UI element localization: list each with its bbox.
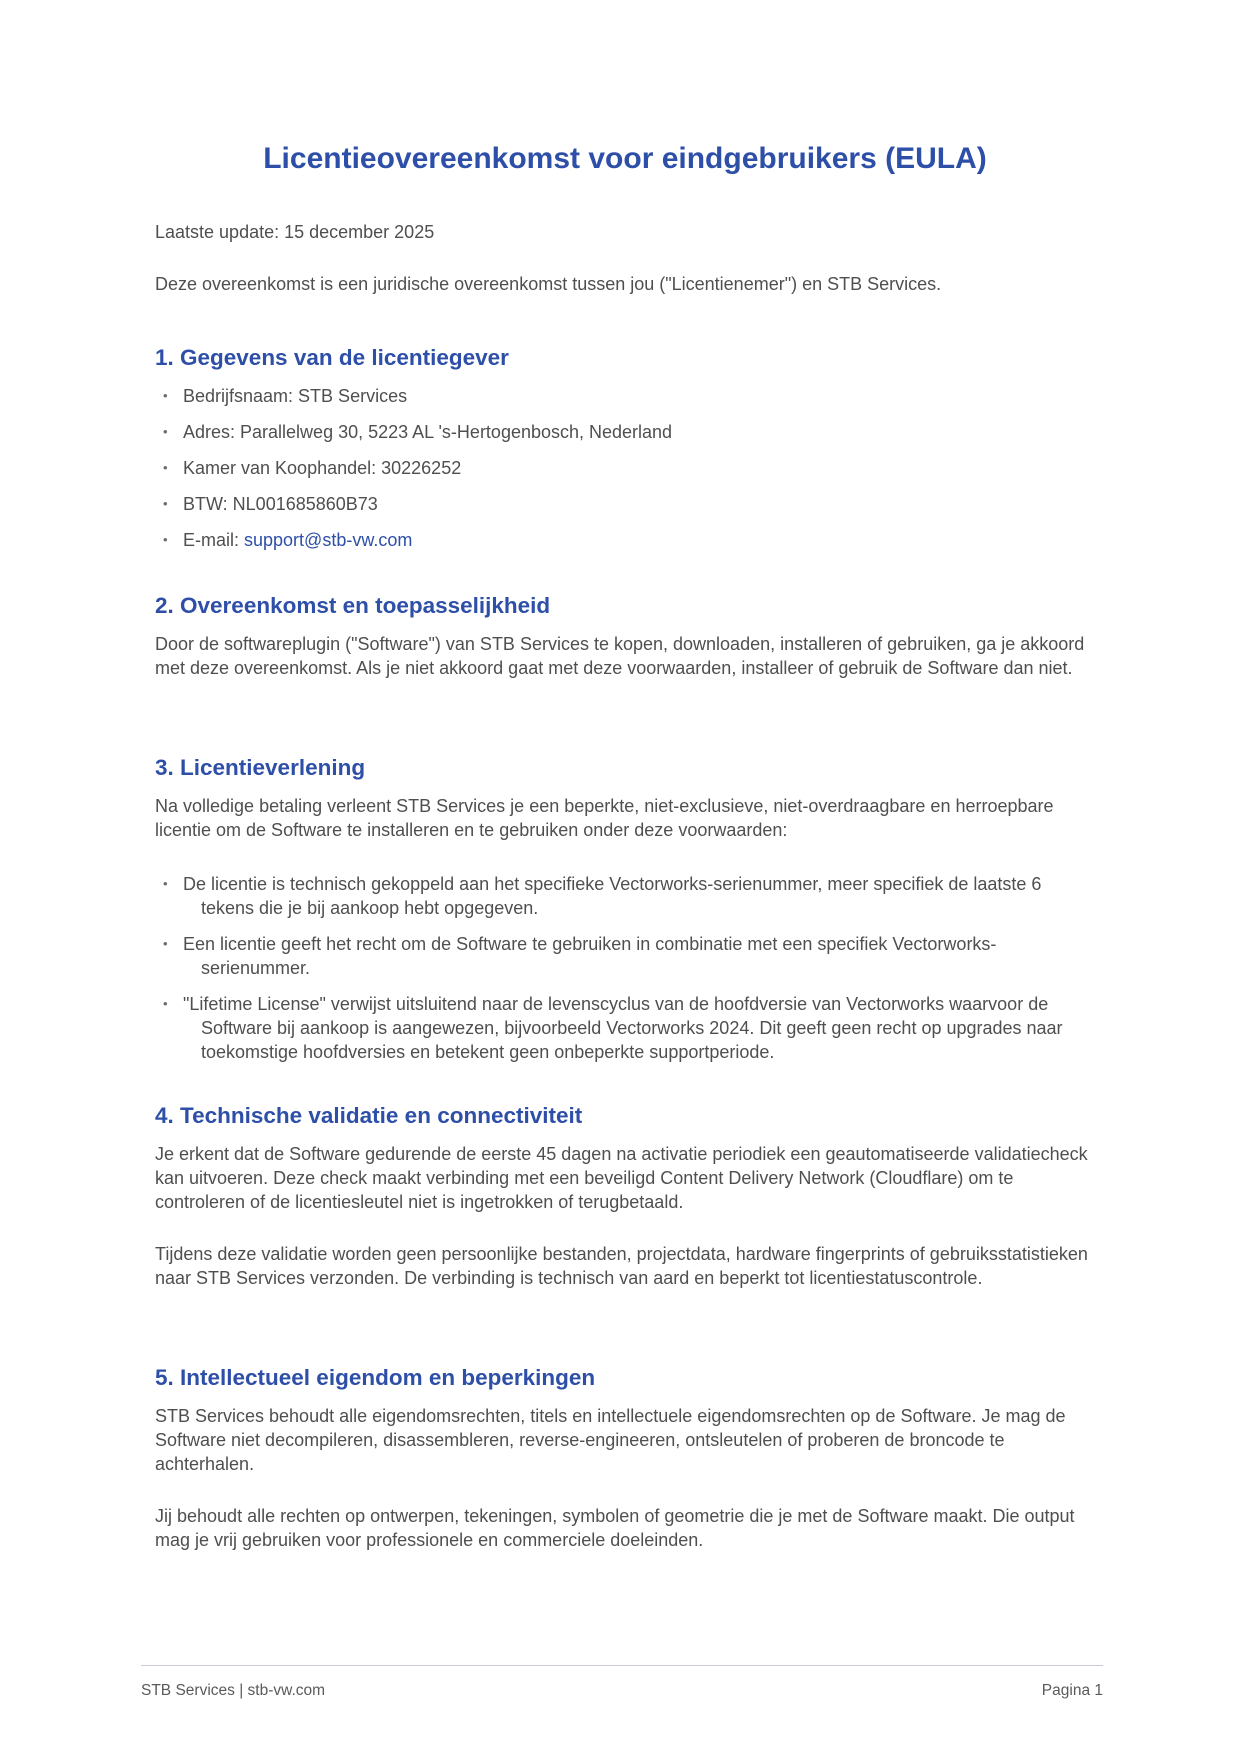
list-item — [155, 492, 1095, 516]
section-4-body-1: Je erkent dat de Software gedurende de eerste 45 dagen na activatie periodiek een geautomatiseerde validatiecheck kan uitvoeren. Deze check maakt verbinding met een beveiligd Content Delivery Network (Cloudflare) om te controleren of de licentiesleutel niet is ingetrokken of terugbetaald. — [155, 1144, 1088, 1212]
list-item-text: Adres: Parallelweg 30, 5223 AL 's-Hertogenbosch, Nederland — [183, 422, 673, 442]
section-5-body-2: Jij behoudt alle rechten op ontwerpen, tekeningen, symbolen of geometrie die je met de Software maakt. Die output mag je vrij gebruiken voor professionele en commerciele doeleinden. — [155, 1506, 1075, 1550]
section-5-heading: 5. Intellectueel eigendom en beperkingen — [155, 1365, 596, 1390]
list-item-text: De licentie is technisch gekoppeld aan het specifieke Vectorworks-serienummer, meer specifiek de laatste 6 tekens die je bij aankoop hebt opgegeven. — [183, 874, 1042, 918]
list-item-text: Kamer van Koophandel: 30226252 — [183, 458, 462, 478]
licensor-details-list — [155, 384, 1095, 564]
bullet-icon: • — [163, 424, 168, 439]
list-item — [155, 992, 1095, 1064]
list-item — [155, 456, 1095, 480]
section-2-heading: 2. Overeenkomst en toepasselijkheid — [155, 593, 551, 618]
bullet-icon: • — [163, 496, 168, 511]
list-item-text: Bedrijfsnaam: STB Services — [183, 386, 408, 406]
list-item — [155, 872, 1095, 920]
bullet-icon: • — [163, 876, 168, 891]
list-item — [155, 528, 1095, 552]
section-3-heading: 3. Licentieverlening — [155, 755, 366, 780]
bullet-icon: • — [163, 388, 168, 403]
list-item — [155, 384, 1095, 408]
footer-divider — [141, 1665, 1103, 1666]
list-item-text: BTW: NL001685860B73 — [183, 494, 378, 514]
list-item — [155, 420, 1095, 444]
bullet-icon: • — [163, 532, 168, 547]
section-1-heading: 1. Gegevens van de licentiegever — [155, 345, 509, 370]
section-3-body: Na volledige betaling verleent STB Services je een beperkte, niet-exclusieve, niet-overdraagbare en herroepbare licentie om de Software te installeren en te gebruiken onder deze voorwaarden: — [155, 796, 1054, 840]
list-item — [155, 932, 1095, 980]
list-item-text: "Lifetime License" verwijst uitsluitend naar de levenscyclus van de hoofdversie van Vectorworks waarvoor de Software bij aankoop is aangewezen, bijvoorbeeld Vectorworks 2024. Dit geeft geen recht op upgrades naar toekomstige hoofdversies en betekent geen onbeperkte supportperiode. — [183, 994, 1063, 1062]
intro-paragraph: Deze overeenkomst is een juridische overeenkomst tussen jou ("Licentienemer") en STB Services. — [155, 274, 942, 294]
section-4-body-2: Tijdens deze validatie worden geen persoonlijke bestanden, projectdata, hardware fingerprints of gebruiksstatistieken naar STB Services verzonden. De verbinding is technisch van aard en beperkt tot licentiestatuscontrole. — [155, 1244, 1088, 1288]
bullet-icon: • — [163, 996, 168, 1011]
license-terms-list — [155, 872, 1095, 1076]
section-4-heading: 4. Technische validatie en connectiviteit — [155, 1103, 583, 1128]
document-title: Licentieovereenkomst voor eindgebruikers (EULA) — [263, 142, 987, 175]
section-5-body-1: STB Services behoudt alle eigendomsrechten, titels en intellectuele eigendomsrechten op de Software. Je mag de Software niet decompileren, disassembleren, reverse-engineeren, ontsleutelen of proberen de broncode te achterhalen. — [155, 1406, 1066, 1474]
section-2-body: Door de softwareplugin ("Software") van STB Services te kopen, downloaden, installeren of gebruiken, ga je akkoord met deze overeenkomst. Als je niet akkoord gaat met deze voorwaarden, installeer of gebruik de Software dan niet. — [155, 634, 1085, 678]
bullet-icon: • — [163, 460, 168, 475]
bullet-icon: • — [163, 936, 168, 951]
support-email-link[interactable]: support@stb-vw.com — [244, 530, 413, 550]
email-label: E-mail: — [183, 530, 245, 550]
list-item-text: Een licentie geeft het recht om de Software te gebruiken in combinatie met een specifiek Vectorworks-serienummer. — [183, 934, 997, 978]
footer-company: STB Services | stb-vw.com — [141, 1682, 326, 1699]
last-update: Laatste update: 15 december 2025 — [155, 222, 435, 242]
page-number: Pagina 1 — [1041, 1682, 1103, 1699]
